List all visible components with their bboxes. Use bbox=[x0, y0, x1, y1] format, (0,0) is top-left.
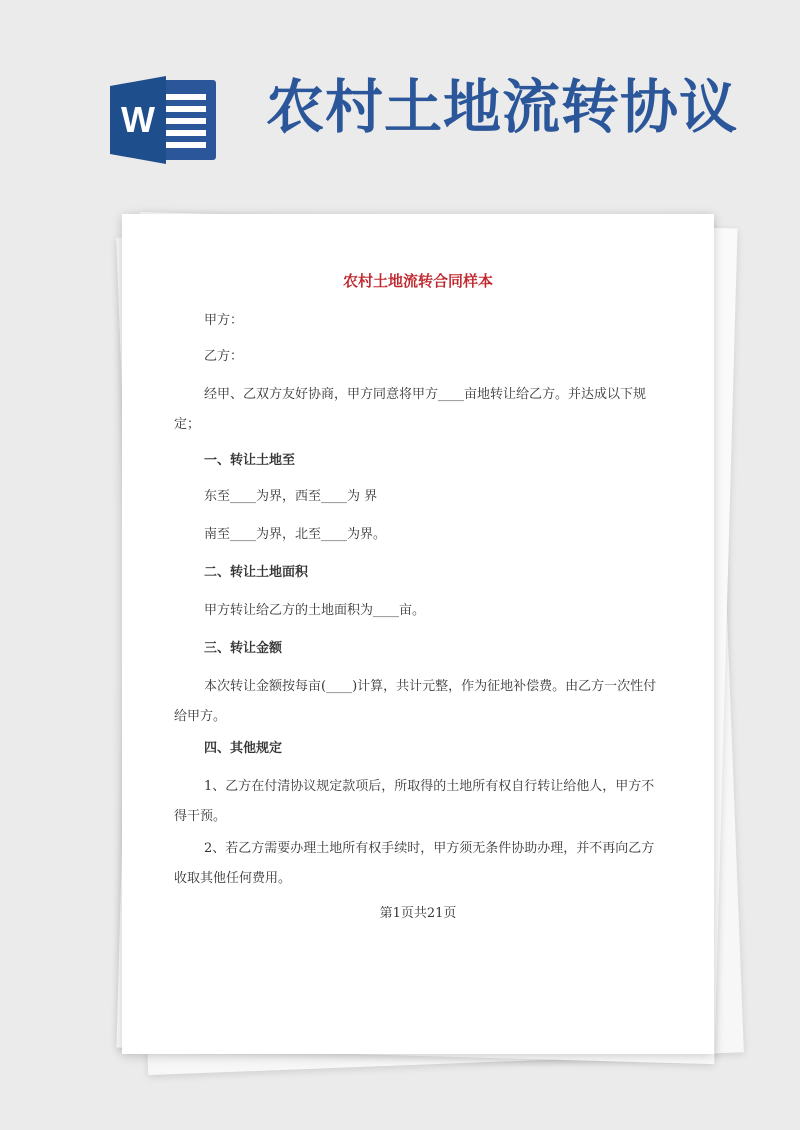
intro-paragraph: 经甲、乙双方友好协商，甲方同意将甲方____亩地转让给乙方。并达成以下规定； bbox=[174, 387, 647, 432]
word-letter: W bbox=[121, 99, 155, 140]
party-a-line: 甲方： bbox=[204, 313, 244, 328]
boundary-line-2: 南至____为界，北至____为界。 bbox=[204, 527, 387, 542]
page-number-footer: 第1页共21页 bbox=[379, 906, 457, 921]
section-1-heading: 一、转让土地至 bbox=[204, 453, 296, 468]
section-4-item-2: 2、若乙方需要办理土地所有权手续时，甲方须无条件协助办理，并不再向乙方收取其他任何费用。 bbox=[174, 841, 655, 886]
word-document-icon bbox=[110, 72, 220, 168]
party-b-line: 乙方： bbox=[204, 349, 244, 364]
section-3-body: 本次转让金额按每亩(____)计算，共计元整，作为征地补偿费。由乙方一次性付给甲方。 bbox=[174, 679, 657, 724]
banner-title: 农村土地流转协议 bbox=[266, 73, 739, 141]
boundary-line-1: 东至____为界，西至____为 界 bbox=[204, 489, 378, 504]
document-page bbox=[122, 214, 714, 1054]
section-2-body: 甲方转让给乙方的土地面积为____亩。 bbox=[204, 603, 426, 618]
section-4-heading: 四、其他规定 bbox=[204, 741, 283, 756]
section-2-heading: 二、转让土地面积 bbox=[204, 565, 309, 580]
section-4-item-1: 1、乙方在付清协议规定款项后，所取得的土地所有权自行转让给他人，甲方不得干预。 bbox=[174, 779, 655, 824]
header-banner bbox=[0, 0, 800, 200]
document-title: 农村土地流转合同样本 bbox=[342, 272, 493, 290]
section-3-heading: 三、转让金额 bbox=[204, 641, 283, 656]
